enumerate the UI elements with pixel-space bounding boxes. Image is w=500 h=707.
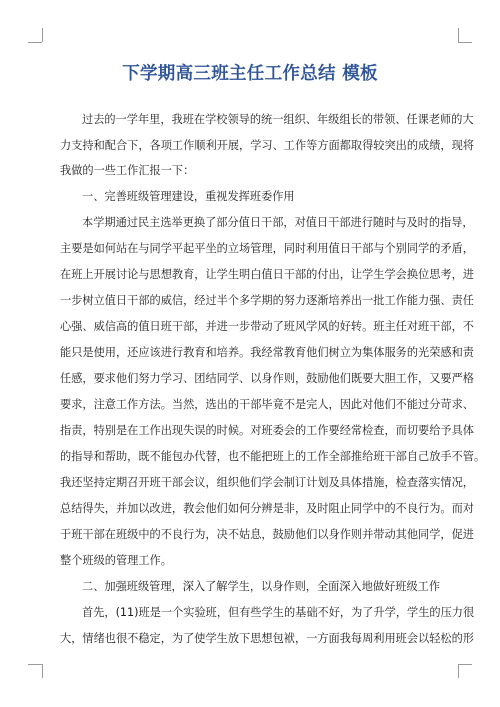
body-line: 首先，(11)班是一个实验班，但有些学生的基础不好，为了升学，学生的压力很 — [82, 606, 475, 619]
body-line: 主要是如何站在与同学平起平坐的立场管理，同时利用值日干部与个别同学的矛盾， — [60, 242, 474, 255]
section-heading: 二、加强班级管理，深入了解学生，以身作则，全面深入地做好班级工作 — [82, 580, 441, 593]
body-line: 我做的一些工作汇报一下： — [60, 164, 195, 177]
body-line: 过去的一学年里，我班在学校领导的统一组织、年级组长的带领、任课老师的大 — [82, 113, 474, 126]
body-line: 能只是使用，还应该进行教育和培养。我经常教育他们树立为集体服务的光荣感和责 — [60, 346, 474, 359]
body-line: 力支持和配合下，各项工作顺利开展，学习、工作等方面都取得较突出的成绩，现将 — [60, 139, 474, 152]
body-line: 指责，特别是在工作出现失误的时候。对班委会的工作要经常检查，而切要给予具体 — [60, 424, 474, 437]
body-line: 整个班级的管理工作。 — [60, 554, 172, 567]
body-line: 大，情绪也很不稳定，为了使学生放下思想包袱，一方面我每周利用班会以轻松的形 — [60, 632, 474, 645]
body-line: 本学期通过民主选举更换了部分值日干部，对值日干部进行随时与及时的指导， — [82, 216, 474, 229]
body-line: 心强、威信高的值日班干部，并进一步带动了班风学风的好转。班主任对班干部，不 — [60, 320, 474, 333]
body-line: 在班上开展讨论与思想教育，让学生明白值日干部的付出，让学生学会换位思考，进 — [60, 268, 474, 281]
body-line: 的指导和帮助，既不能包办代替，也不能把班上的工作全部推给班干部自己放手不管。 — [60, 450, 486, 463]
body-line: 于班干部在班级中的不良行为，决不姑息，鼓励他们以身作则并带动其他同学，促进 — [60, 528, 474, 541]
body-line: 我还坚持定期召开班干部会议，组织他们学会制订计划及具体措施，检查落实情况， — [60, 476, 474, 489]
body-line: 任感，要求他们努力学习、团结同学、以身作则，鼓励他们既要大胆工作，又要严格 — [60, 372, 474, 385]
body-line: 总结得失，并加以改进，教会他们如何分辨是非，及时阻止同学中的不良行为。而对 — [60, 502, 474, 515]
section-heading: 一、完善班级管理建设，重视发挥班委作用 — [82, 190, 295, 203]
body-line: 一步树立值日干部的威信，经过半个多学期的努力逐渐培养出一批工作能力强、责任 — [60, 294, 474, 307]
document-title: 下学期高三班主任工作总结 模板 — [122, 64, 378, 84]
body-line: 要求，注意工作方法。当然，选出的干部毕竟不是完人，因此对他们不能过分苛求、 — [60, 398, 474, 411]
